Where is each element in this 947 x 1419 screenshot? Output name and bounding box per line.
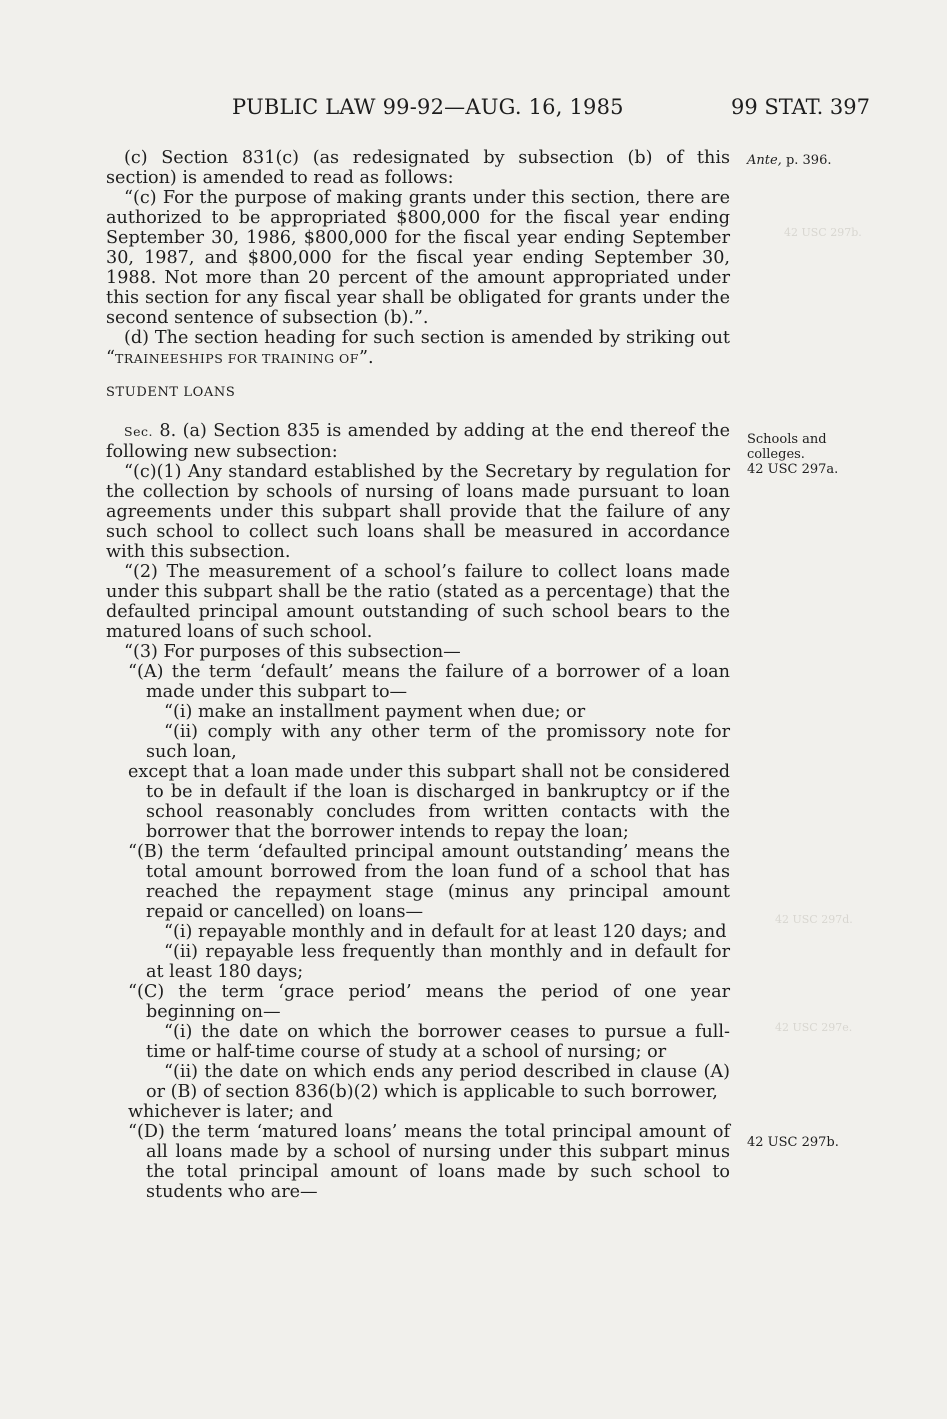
margin-note-schools [747,432,838,477]
paragraph-c-intro: (c) Section 831(c) (as redesignated by subsection (b) of this section) is amended to read as follows: [106,148,730,188]
clause-C-i: “(i) the date on which the borrower ceases to pursue a full-time or half-time course of study at a school of nursing; or [146,1022,730,1062]
clause-B-i: “(i) repayable monthly and in default for at least 120 days; and [164,922,727,942]
clause-B-ii: “(ii) repayable less frequently than monthly and in default for at least 180 days; [146,942,730,982]
section-8-intro [106,421,730,462]
section-label: Sec. [124,424,153,439]
paragraph-d-close: ”. [358,348,374,368]
subsection-c3: “(3) For purposes of this subsection— [124,642,461,662]
clause-D: “(D) the term ‘matured loans’ means the total principal amount of all loans made by a school of nursing under this subpart minus the total principal amount of loans made by such school to students who are— [128,1122,730,1202]
page-header [0,95,947,125]
clause-A-except: except that a loan made under this subpart shall not be considered to be in default if the loan is discharged in bankruptcy or if the school reasonably concludes from written contacts with the borrower that the borrower intends to repay the loan; [128,762,730,842]
margin-note-line: colleges. [747,447,805,462]
clause-B: “(B) the term ‘defaulted principal amount outstanding’ means the total amount borrowed from the loan fund of a school that has reached the repayment stage (minus any principal amount repaid or cancelled) on loans— [128,842,730,922]
clause-C-whichever: whichever is later; and [128,1102,333,1122]
clause-A: “(A) the term ‘default’ means the failure of a borrower of a loan made under this subpart to— [128,662,730,702]
statute-body [106,148,730,1202]
subsection-c1: “(c)(1) Any standard established by the Secretary by regulation for the collection by schools of nursing of loans made pursuant to loan agreements under this subpart shall provide that the failure of any such school to collect such loans shall be measured in accordance with this subsection. [106,462,730,562]
bleed-through-note: 42 USC 297e. [775,1021,853,1034]
running-title: PUBLIC LAW 99-92—AUG. 16, 1985 [232,95,624,119]
margin-note-usc: 42 USC 297a. [747,462,839,477]
subsection-c2: “(2) The measurement of a school’s failure to collect loans made under this subpart shall be the ratio (stated as a percentage) that the defaulted principal amount outstanding of such school bears to the matured loans of such school. [106,562,730,642]
margin-note-usc-297b: 42 USC 297b. [747,1135,839,1150]
clause-A-i: “(i) make an installment payment when due; or [164,702,586,722]
section-8-text: 8. (a) Section 835 is amended by adding at the end thereof the following new subsection: [106,421,730,462]
clause-C: “(C) the term ‘grace period’ means the period of one year beginning on— [128,982,730,1022]
clause-A-ii: “(ii) comply with any other term of the promissory note for such loan, [146,722,730,762]
clause-C-ii: “(ii) the date on which ends any period described in clause (A) or (B) of section 836(b)(2) which is applicable to such borrower, [146,1062,730,1102]
margin-note-line: Schools and [747,432,827,447]
paragraph-c-text: “(c) For the purpose of making grants under this section, there are authorized to be appropriated $800,000 for the fiscal year ending September 30, 1986, $800,000 for the fiscal year ending September 30, 1987, and $800,000 for the fiscal year ending September 30, 1988. Not more than 20 percent of the amount appropriated under this section for any fiscal year shall be obligated for grants under the second sentence of subsection (b).”. [106,188,730,328]
margin-note-ante [747,153,832,168]
paragraph-d [106,328,730,369]
paragraph-d-heading-quote: TRAINEESHIPS FOR TRAINING OF [115,351,359,366]
statute-page-number: 99 STAT. 397 [731,95,871,119]
margin-note-ante-page: p. 396. [785,153,832,168]
margin-note-ante-italic: Ante, [747,153,782,168]
paragraph-d-text: (d) The section heading for such section is amended by striking out “ [106,328,730,368]
bleed-through-note: 42 USC 297b. [784,226,862,239]
section-heading: STUDENT LOANS [106,385,236,400]
bleed-through-note: 42 USC 297d. [775,913,853,926]
